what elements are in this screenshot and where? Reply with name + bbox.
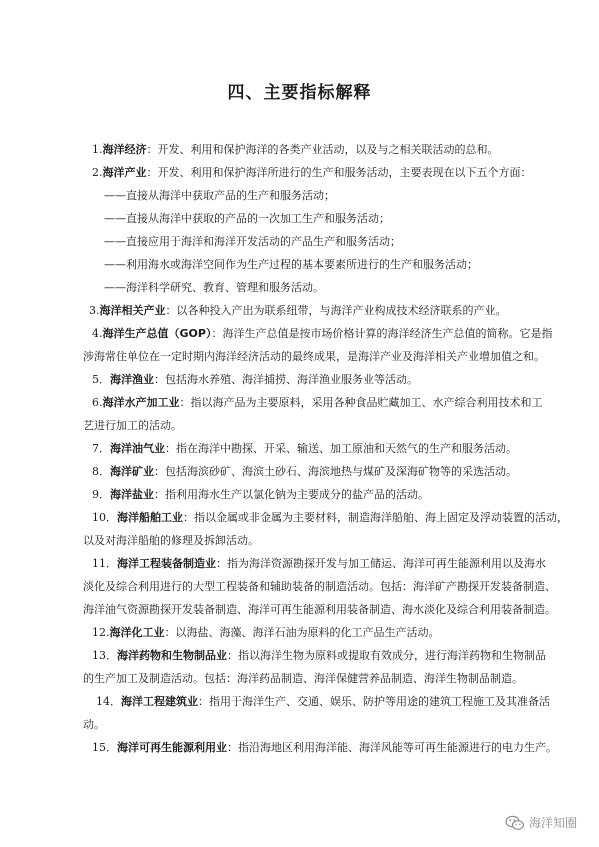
definition-text: ：海洋生产总值是按市场价格计算的海洋经济生产总值的简称。它是指: [211, 327, 553, 340]
definition-item: [92, 327, 552, 341]
definition-item: [92, 626, 440, 640]
term-label: 海洋油气业: [110, 442, 165, 455]
definition-item: [92, 166, 532, 180]
term-label: 海洋水产加工业: [102, 396, 180, 409]
definition-text: ——海洋科学研究、教育、管理和服务活动。: [104, 281, 324, 294]
definition-continuation: [104, 235, 401, 249]
definition-continuation: [104, 212, 390, 226]
definition-text: ——直接应用于海洋和海洋开发活动的产品生产和服务活动；: [104, 235, 401, 248]
item-number: 13．: [92, 649, 117, 662]
item-number: 3.: [89, 304, 100, 317]
definition-text: ：指为海洋资源勘探开发与加工储运、海洋可再生能源利用以及海水: [216, 557, 546, 570]
term-label: 海洋经济: [102, 143, 147, 156]
definition-text: ：指以金属或非金属为主要材料，制造海洋船舶、海上固定及浮动装置的活动，: [183, 511, 568, 524]
definition-item: [92, 511, 568, 525]
definition-continuation: [104, 189, 335, 203]
item-number: 6.: [92, 396, 103, 409]
definition-continuation: [83, 350, 545, 364]
wechat-logo-icon: [505, 815, 525, 831]
definition-continuation: [83, 580, 556, 594]
item-number: 15．: [92, 741, 117, 754]
item-number: 12.: [92, 626, 110, 639]
definition-text: ——利用海水或海洋空间作为生产过程的基本要素所进行的生产和服务活动；: [104, 258, 478, 271]
term-label: 海洋工程装备制造业: [117, 557, 216, 570]
term-label: 海洋生产总值（GOP）: [102, 327, 212, 340]
definition-text: 淡化及综合利用进行的大型工程装备和辅助装备的制造活动。包括：海洋矿产勘探开发装备制造、: [83, 580, 556, 593]
definition-continuation: [83, 672, 523, 686]
definition-text: ：指沿海地区利用海洋能、海洋风能等可再生能源进行的电力生产。: [227, 741, 557, 754]
term-label: 海洋相关产业: [99, 304, 166, 317]
definition-item: [92, 557, 546, 571]
term-label: 海洋工程建筑业: [121, 695, 198, 708]
definition-text: ：以各种投入产出为联系纽带，与海洋产业构成技术经济联系的产业。: [165, 304, 507, 317]
item-number: 8．: [92, 465, 110, 478]
item-number: 9．: [92, 488, 110, 501]
item-number: 7．: [92, 442, 110, 455]
definition-item: [92, 465, 517, 479]
term-label: 海洋药物和生物制品业: [117, 649, 227, 662]
definition-text: 艺进行加工的活动。: [83, 419, 182, 432]
definition-text: ：包括海滨砂矿、海滨土砂石、海滨地热与煤矿及深海矿物等的采选活动。: [154, 465, 517, 478]
term-label: 海洋化工业: [109, 626, 165, 639]
definition-text: ——直接从海洋中获取的产品的一次加工生产和服务活动；: [104, 212, 390, 225]
definition-item: [92, 488, 429, 502]
definition-text: ——直接从海洋中获取产品的生产和服务活动；: [104, 189, 335, 202]
definition-text: ：指利用海水生产以氯化钠为主要成分的盐产品的活动。: [154, 488, 429, 501]
definition-continuation: [83, 534, 259, 548]
definition-text: 涉海常住单位在一定时期内海洋经济活动的最终成果，是海洋产业及海洋相关产业增加值之和。: [83, 350, 545, 363]
definition-text: ：以海盐、海藻、海洋石油为原料的化工产品生产活动。: [164, 626, 440, 639]
term-label: 海洋船舶工业: [117, 511, 183, 524]
item-number: 2.: [92, 166, 103, 179]
definition-continuation: [83, 419, 182, 433]
definition-text: 的生产加工及制造活动。包括：海洋药品制造、海洋保健营养品制造、海洋生物制品制造。: [83, 672, 523, 685]
definition-text: 以及对海洋船舶的修理及拆卸活动。: [83, 534, 259, 547]
definition-text: ：指在海洋中勘探、开采、输送、加工原油和天然气的生产和服务活动。: [165, 442, 517, 455]
definition-item: [92, 396, 543, 410]
definition-item: [92, 373, 418, 387]
definition-text: ：开发、利用和保护海洋所进行的生产和服务活动，主要表现在以下五个方面：: [146, 166, 532, 179]
term-label: 海洋可再生能源利用业: [117, 741, 227, 754]
item-number: 10．: [92, 511, 117, 524]
definition-continuation: [83, 603, 556, 617]
definition-continuation: [104, 258, 478, 272]
definition-item: [89, 304, 507, 318]
watermark: [505, 814, 577, 831]
definition-continuation: [83, 718, 105, 732]
item-number: 5．: [92, 373, 110, 386]
item-number: 11．: [92, 557, 117, 570]
definition-text: ：指以海洋生物为原料或提取有效成分，进行海洋药物和生物制品: [227, 649, 546, 662]
item-number: 4.: [92, 327, 103, 340]
definition-text: ：指以海产品为主要原料，采用各种食品贮藏加工、水产综合利用技术和工: [179, 396, 543, 409]
item-number: 14．: [96, 695, 121, 708]
term-label: 海洋渔业: [110, 373, 154, 386]
definition-text: ：指用于海洋生产、交通、娱乐、防护等用途的建筑工程施工及其准备活: [198, 695, 550, 708]
term-label: 海洋盐业: [110, 488, 154, 501]
definition-item: [92, 649, 546, 663]
definition-text: 海洋油气资源勘探开发装备制造、海洋可再生能源利用装备制造、海水淡化及综合利用装备制造。: [83, 603, 556, 616]
definition-text: ：包括海水养殖、海洋捕捞、海洋渔业服务业等活动。: [154, 373, 418, 386]
definition-text: ：开发、利用和保护海洋的各类产业活动，以及与之相关联活动的总和。: [146, 143, 499, 156]
definition-item: [92, 741, 557, 755]
definition-item: [96, 695, 550, 709]
definition-continuation: [104, 281, 324, 295]
term-label: 海洋产业: [102, 166, 147, 179]
watermark-text: 海洋知圈: [528, 816, 577, 830]
page-title: 四、主要指标解释: [227, 83, 372, 103]
definition-item: [92, 442, 517, 456]
item-number: 1.: [92, 143, 103, 156]
definition-item: [92, 143, 499, 157]
definition-text: 动。: [83, 718, 105, 731]
term-label: 海洋矿业: [110, 465, 154, 478]
